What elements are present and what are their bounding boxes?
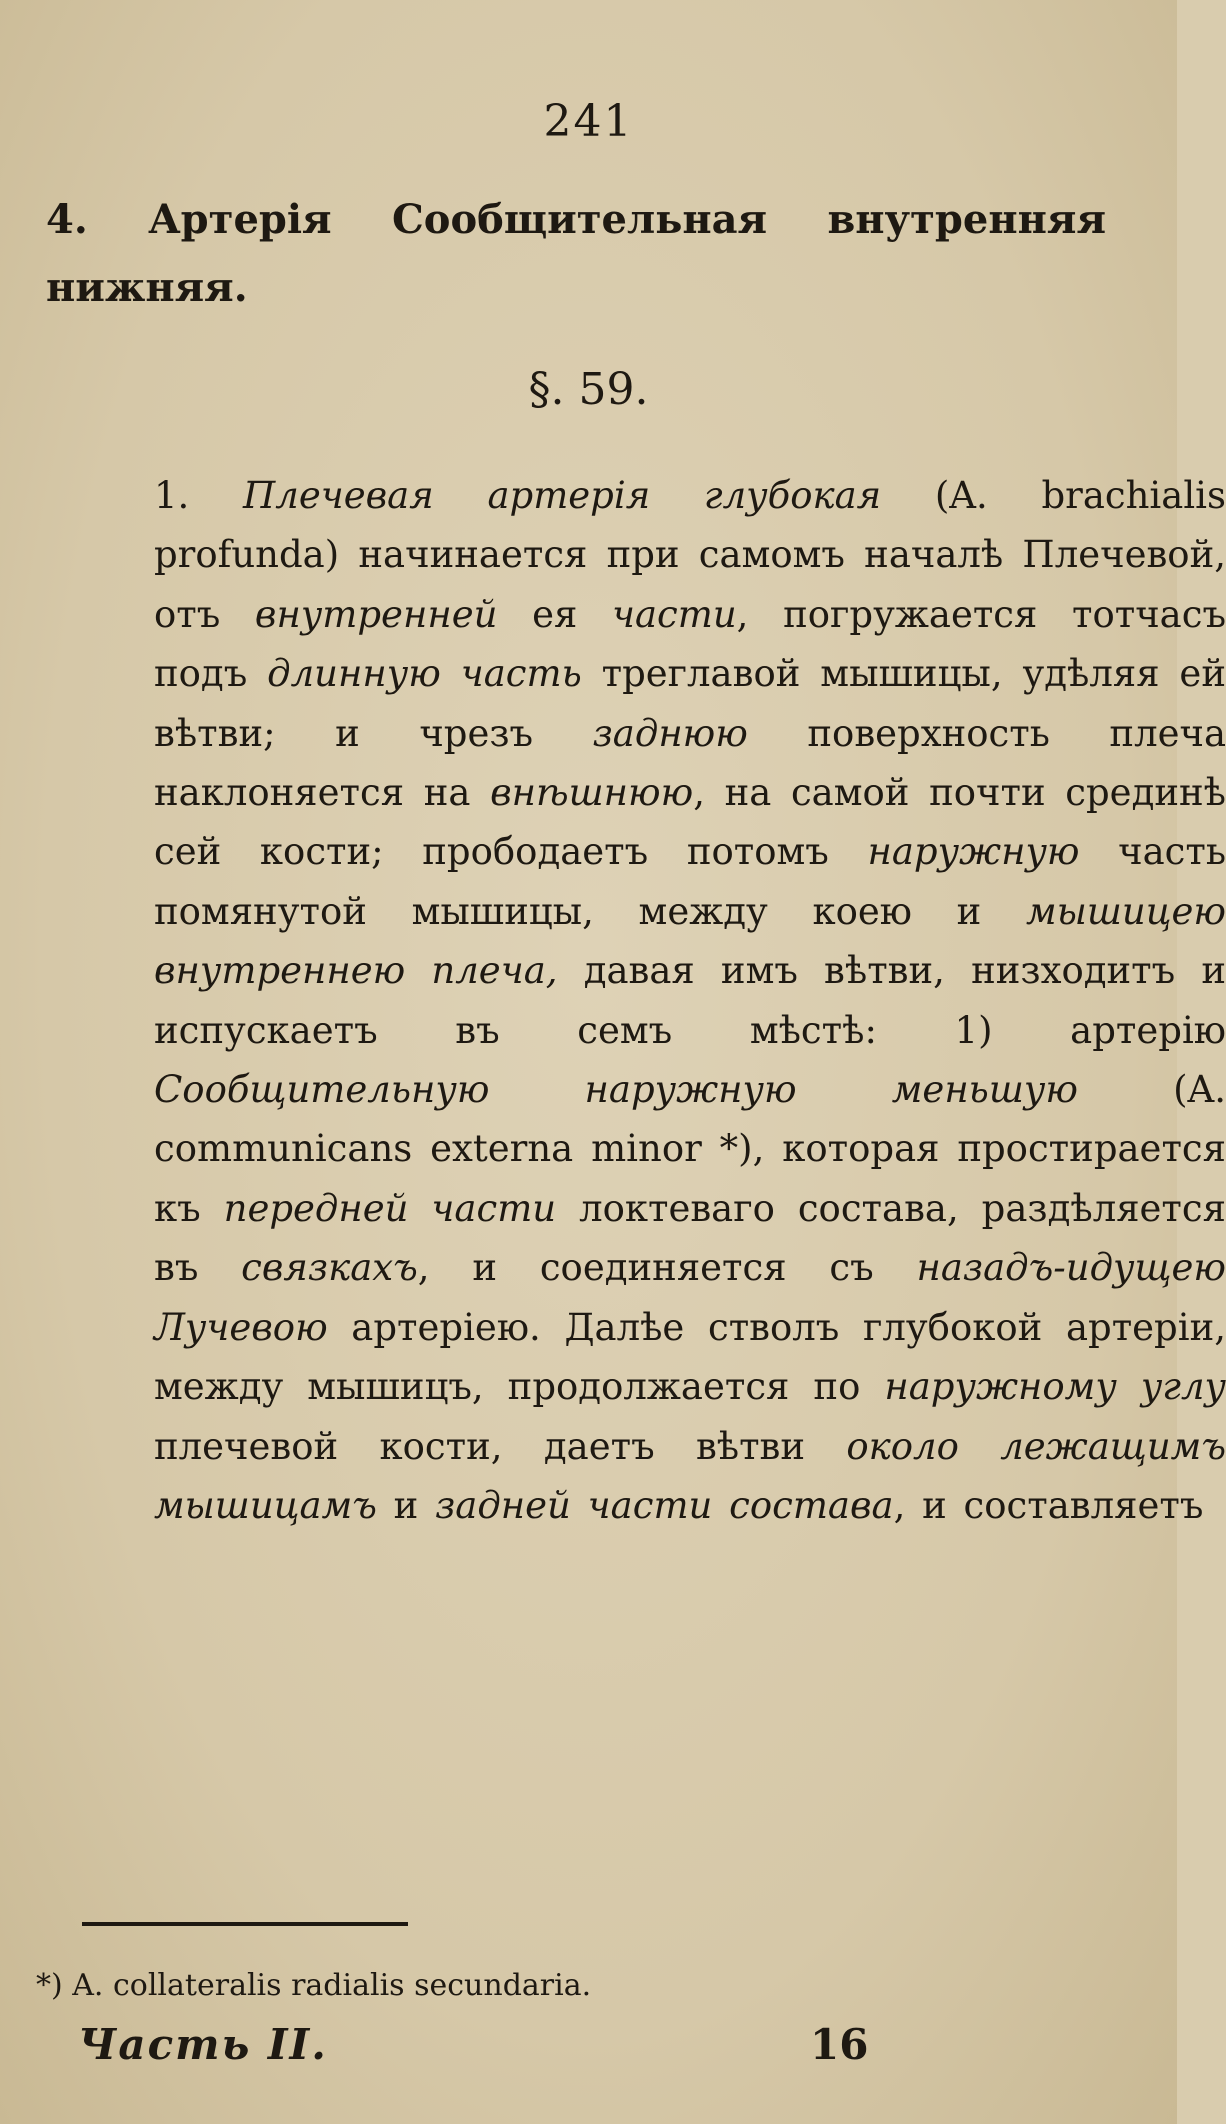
italic-term: внѣшнюю (490, 771, 694, 815)
text-run: (A. brachialis profunda) начинается при самомъ началѣ Плечевой, отъ (154, 474, 1226, 636)
text-run: 1. (154, 474, 244, 517)
volume-label: Часть II. (78, 2020, 328, 2069)
text-run: локтеваго состава, раздѣляется въ (154, 1186, 1226, 1290)
italic-term: части (611, 592, 737, 636)
footnote: *) A. collateralis radialis secundaria. (36, 1968, 592, 2003)
text-run: и (376, 1483, 436, 1527)
section-mark: §. 59. (528, 364, 649, 415)
italic-term: мышицею внутреннею плеча, (154, 889, 1226, 993)
text-run: ея (497, 592, 612, 636)
signature-mark: 16 (810, 2020, 869, 2069)
footnote-divider (82, 1922, 408, 1926)
text-run: , и составляетъ (893, 1483, 1204, 1527)
italic-term: наружному углу (884, 1365, 1226, 1409)
text-run: , и соединяется съ (417, 1246, 917, 1290)
text-run: поверхность плеча наклоняется на (154, 711, 1226, 815)
italic-term: Плечевая артерія глубокая (243, 474, 882, 517)
italic-term: Сообщительную наружную меньшую (154, 1068, 1078, 1112)
italic-term: задней части состава (435, 1483, 894, 1527)
text-run: треглавой мышицы, удѣляя ей вѣтви; и чрезъ (154, 652, 1226, 755)
italic-term: наружную (867, 830, 1080, 874)
text-run: , погружается тотчасъ подъ (154, 592, 1226, 696)
text-run: плечевой кости, даетъ вѣтви (154, 1424, 847, 1468)
article-heading: 4. Артерія Сообщительная внутренняя нижняя. (46, 196, 1106, 311)
text-run: (A. communicans externa minor *), которая простирается къ (154, 1068, 1226, 1230)
text-run: давая имъ вѣтви, низходитъ и испускаетъ въ семъ мѣстѣ: 1) артерію (154, 949, 1226, 1052)
body-paragraph (46, 466, 1226, 1535)
text-run: , на самой почти срединѣ сей кости; прободаетъ потомъ (154, 771, 1226, 874)
italic-term: передней части (223, 1186, 557, 1230)
italic-term: связкахъ (241, 1246, 418, 1290)
italic-term: длинную часть (267, 652, 582, 696)
text-run: часть помянутой мышицы, между коею и (154, 830, 1226, 933)
italic-term: внутренней (254, 592, 498, 636)
page-number: 241 (543, 96, 634, 147)
text-run: артеріею. Далѣе стволъ глубокой артеріи, между мышицъ, продолжается по (154, 1305, 1226, 1409)
italic-term: заднюю (592, 711, 748, 755)
italic-term: назадъ-идущею Лучевою (154, 1246, 1226, 1349)
italic-term: около лежащимъ мышицамъ (154, 1424, 1226, 1527)
